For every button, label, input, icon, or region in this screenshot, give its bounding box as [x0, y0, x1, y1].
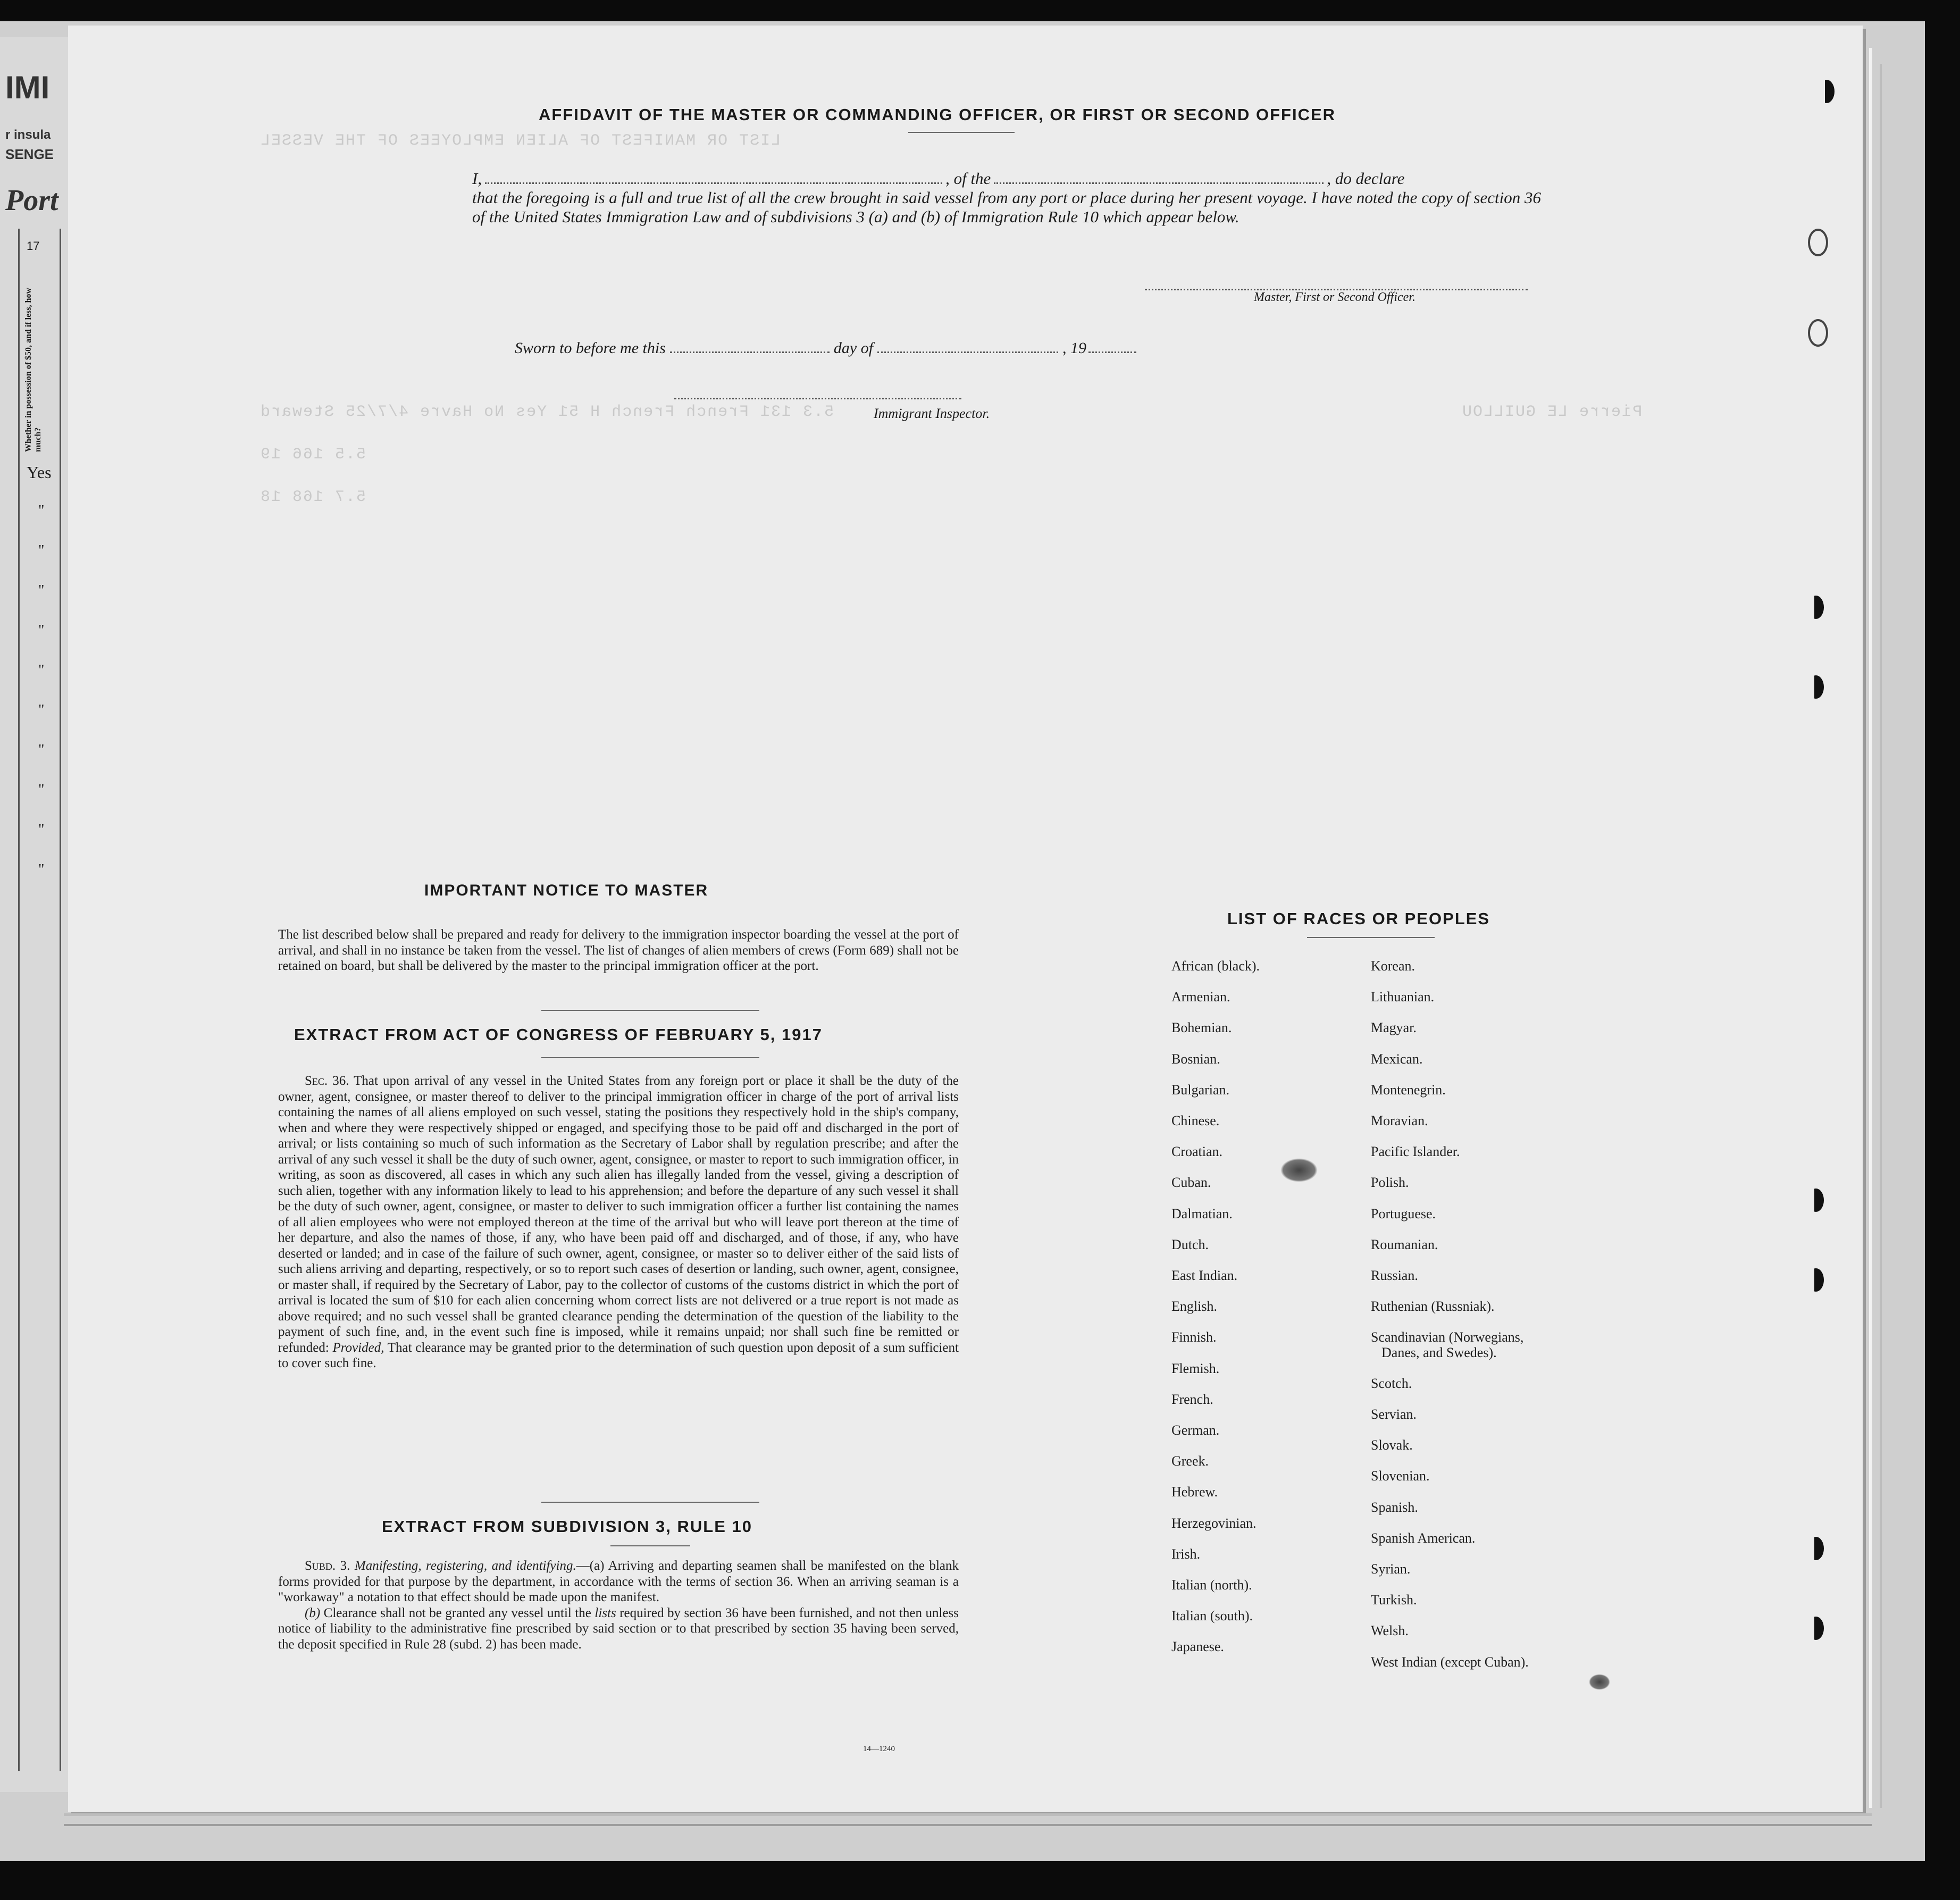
race-item: English.: [1171, 1299, 1217, 1315]
affidavit-first-line: [472, 169, 1541, 188]
race-item: Mexican.: [1371, 1051, 1423, 1067]
bleed-through-text: 5.7 168 18: [259, 488, 366, 506]
punch-hole: [1808, 1268, 1824, 1292]
divider: [1307, 937, 1435, 938]
subd-b-body1: Clearance shall not be granted any vessel until the: [320, 1605, 595, 1620]
race-item: Italian (north).: [1171, 1577, 1252, 1593]
race-item: Pacific Islander.: [1371, 1144, 1460, 1160]
subd-italic-heading: Manifesting, registering, and identifying.: [354, 1559, 576, 1573]
race-item: Flemish.: [1171, 1360, 1220, 1376]
form-number: 14—1240: [863, 1745, 895, 1753]
race-item: Portuguese.: [1371, 1206, 1436, 1221]
ink-stain: [1589, 1674, 1610, 1690]
inspector-label: Immigrant Inspector.: [874, 406, 990, 421]
race-item: Moravian.: [1371, 1113, 1428, 1129]
race-item: Danes, and Swedes).: [1381, 1344, 1497, 1360]
race-item: German.: [1171, 1422, 1220, 1438]
race-item: Greek.: [1171, 1453, 1209, 1469]
punch-hole-ring: [1808, 319, 1828, 347]
vessel-blank[interactable]: [994, 182, 1324, 184]
race-item: Roumanian.: [1371, 1236, 1438, 1252]
affidavit-declare: , do declare: [1327, 169, 1405, 188]
affidavit-i: I,: [472, 169, 482, 188]
race-item: Servian.: [1371, 1407, 1417, 1422]
race-item: Lithuanian.: [1371, 989, 1435, 1005]
race-item: East Indian.: [1171, 1268, 1238, 1284]
sec-label: Sec.: [305, 1074, 328, 1088]
race-item: Irish.: [1171, 1546, 1201, 1562]
ditto-mark: ": [38, 702, 45, 718]
race-item: Scandinavian (Norwegians,: [1371, 1329, 1524, 1345]
act-tail: That clearance may be granted prior to the determination of such question upon deposit of a sum sufficient to cover such fine.: [278, 1340, 959, 1370]
race-item: Croatian.: [1171, 1144, 1223, 1160]
column-number: 17: [27, 239, 40, 253]
bleed-through-text: Pierre LE GUILLOU: [1461, 403, 1643, 421]
race-item: Spanish.: [1371, 1499, 1418, 1515]
header-fragment: Port: [5, 184, 58, 217]
race-item: Italian (south).: [1171, 1608, 1253, 1624]
race-item: Bohemian.: [1171, 1020, 1232, 1036]
header-fragment: IMI: [5, 70, 50, 105]
race-item: Bosnian.: [1171, 1051, 1220, 1067]
punch-hole: [1808, 596, 1824, 619]
divider: [541, 1010, 759, 1011]
affidavit-of-the: , of the: [945, 169, 991, 188]
race-item: Herzegovinian.: [1171, 1515, 1257, 1531]
page-edge: [1880, 64, 1882, 1808]
race-item: Hebrew.: [1171, 1484, 1218, 1500]
race-item: Cuban.: [1171, 1175, 1211, 1191]
race-item: Russian.: [1371, 1268, 1418, 1284]
bleed-through-text: LIST OR MANIFEST OF ALIEN EMPLOYEES OF THE VESSEL: [259, 132, 781, 150]
divider: [541, 1057, 759, 1058]
race-item: Welsh.: [1371, 1623, 1409, 1639]
race-item: Ruthenian (Russniak).: [1371, 1299, 1495, 1315]
affidavit-body: that the foregoing is a full and true list of all the crew brought in said vessel from any port or place during her present voyage. I have noted the copy of section 36 of the United States Immigration Law and of subdivisions 3 (a) and (b) of Immigration Rule 10 which appear below.: [472, 188, 1541, 226]
race-item: Armenian.: [1171, 989, 1230, 1005]
name-blank[interactable]: [485, 182, 942, 184]
ditto-mark: ": [38, 622, 45, 639]
race-item: Magyar.: [1371, 1020, 1417, 1036]
race-item: Slovak.: [1371, 1437, 1413, 1453]
divider: [610, 1545, 690, 1546]
punch-hole: [1808, 675, 1824, 699]
sworn-text: Sworn to before me this: [515, 339, 666, 357]
race-item: Korean.: [1371, 958, 1415, 974]
race-item: Japanese.: [1171, 1639, 1224, 1655]
page-edge: [64, 1824, 1872, 1826]
subdivision-body: [278, 1558, 959, 1652]
column-heading: Whether in possession of $50, and if less, how much?: [24, 287, 43, 452]
subd-b-lists: lists: [594, 1605, 616, 1620]
race-item: Chinese.: [1171, 1113, 1220, 1129]
subd-b-body2: required by section 36 have been furnished, and not then unless notice of liability to the administrative fine prescribed by said section or to that prescribed by section 35 having been served, the deposit specified in Rule 28 (subd. 2) has been made.: [278, 1605, 959, 1652]
subd-label: Subd.: [305, 1559, 336, 1573]
divider: [541, 1502, 759, 1503]
race-item: Turkish.: [1371, 1592, 1417, 1608]
punch-hole-ring: [1808, 229, 1828, 256]
day-blank[interactable]: [670, 351, 830, 353]
ditto-mark: ": [38, 782, 45, 798]
race-item: West Indian (except Cuban).: [1371, 1654, 1529, 1670]
subdivision-title: EXTRACT FROM SUBDIVISION 3, RULE 10: [382, 1517, 752, 1536]
year-prefix: , 19: [1062, 339, 1087, 357]
punch-hole: [1819, 80, 1835, 103]
race-item: Scotch.: [1371, 1375, 1412, 1391]
notice-title: IMPORTANT NOTICE TO MASTER: [424, 882, 709, 899]
ditto-mark: ": [38, 582, 45, 599]
punch-hole: [1808, 1188, 1824, 1212]
ditto-mark: ": [38, 503, 45, 519]
affidavit-title: AFFIDAVIT OF THE MASTER OR COMMANDING OFFICER, OR FIRST OR SECOND OFFICER: [539, 105, 1336, 124]
race-item: Dalmatian.: [1171, 1206, 1233, 1221]
race-item: Polish.: [1371, 1175, 1409, 1191]
cash-value: Yes: [27, 463, 52, 482]
header-fragment: SENGE: [5, 146, 54, 162]
header-fragment: r insula: [5, 128, 51, 142]
divider: [908, 132, 1015, 133]
race-item: Finnish.: [1171, 1329, 1217, 1345]
notice-body: The list described below shall be prepared and ready for delivery to the immigration inspector boarding the vessel at the port of arrival, and shall in no instance be taken from the vessel. The list of changes of alien members of crews (Form 689) shall not be retained on board, but shall be delivered by the master to the principal immigration officer at the port.: [278, 927, 959, 973]
ink-stain: [1280, 1158, 1318, 1182]
ditto-mark: ": [38, 542, 45, 559]
page-edge: [64, 1813, 1872, 1816]
affidavit-page: [68, 26, 1863, 1812]
race-item: Dutch.: [1171, 1236, 1209, 1252]
act-provided: Provided,: [332, 1340, 384, 1355]
race-item: Montenegrin.: [1371, 1082, 1446, 1098]
column-rule: [60, 229, 61, 1771]
act-body: 36. That upon arrival of any vessel in the United States from any foreign port or place it shall be the duty of the owner, agent, consignee, or master thereof to deliver to the principal immigration officer in charge of the port of arrival lists containing the names of all aliens employed on such vessel, stating the positions they respectively hold in the ship's company, when and where they were respectively shipped or engaged, and specifying those to be paid off and discharged in the port of arrival; or lists containing so much of such information as the Secretary of Labor shall by regulation prescribe; and after the arrival of any such vessel it shall be the duty of such owner, agent, consignee, or master to report to such immigration officer, in writing, as soon as discovered, all cases in which any such alien has illegally landed from the vessel, giving a description of such alien, together with any information likely to lead to his apprehension; and before the departure of any such vessel it shall be the duty of such owner, agent, consignee, or master to deliver to such immigration officer a further list containing the names of all alien employees who were not employed thereon at the time of the arrival but who will leave port thereon at the time of her departure, and also the names of those, if any, who have been paid off and discharged, and of those, if any, who have deserted or landed; and in case of the failure of such owner, agent, consignee, or master so to deliver either of the said lists of such aliens arriving and departing, respectively, or so to report such cases of desertion or landing, such owner, agent, consignee, or master shall, if required by the Secretary of Labor, pay to the collector of customs of the customs district in which the port of arrival is located the sum of $10 for each alien concerning whom correct lists are not delivered or a true report is not made as above required; and no such vessel shall be granted clearance pending the determination of the question of the liability to the payment of such fine, and, in the event such fine is imposed, while it remains unpaid; nor shall such fine be remitted or refunded:: [278, 1074, 959, 1355]
punch-hole: [1808, 1537, 1824, 1560]
bleed-through-text: 5.3 131 French French H 51 Yes No Havre 4/7/25 Steward: [259, 403, 834, 421]
race-item: Spanish American.: [1371, 1530, 1476, 1546]
left-manifest-edge: [0, 37, 69, 1792]
master-signature-label: Master, First or Second Officer.: [1254, 290, 1415, 304]
subd-a-body: —(a) Arriving and departing seamen shall be manifested on the blank forms provided for that purpose by the department, in accordance with the terms of section 36. When an arriving seaman is a "workaway" a notation to that effect should be made upon the manifest.: [278, 1559, 959, 1604]
races-title: LIST OF RACES OR PEOPLES: [1227, 909, 1490, 928]
punch-hole: [1808, 1617, 1824, 1640]
ditto-mark: ": [38, 861, 45, 878]
ditto-mark: ": [38, 742, 45, 758]
affidavit-block: [472, 169, 1541, 227]
race-item: African (black).: [1171, 958, 1260, 974]
ditto-mark: ": [38, 822, 45, 838]
race-item: French.: [1171, 1391, 1213, 1407]
ditto-mark: ": [38, 662, 45, 679]
race-item: Bulgarian.: [1171, 1082, 1230, 1098]
bleed-through-text: 5.5 166 19: [259, 446, 366, 464]
page-edge: [1869, 48, 1872, 1808]
day-of-text: day of: [833, 339, 874, 357]
column-rule: [18, 229, 20, 1771]
act-title: EXTRACT FROM ACT OF CONGRESS OF FEBRUARY 5, 1917: [294, 1025, 823, 1044]
races-right-column: [1371, 951, 1529, 1678]
inspector-signature-blank[interactable]: [674, 398, 961, 399]
race-item: Slovenian.: [1371, 1468, 1430, 1484]
month-blank[interactable]: [877, 351, 1058, 353]
year-blank[interactable]: [1088, 351, 1136, 353]
race-item: Syrian.: [1371, 1561, 1411, 1577]
subd-heading: 3.: [336, 1559, 355, 1573]
subd-b-label: (b): [305, 1605, 321, 1620]
races-left-column: [1171, 951, 1260, 1663]
act-section-36: [278, 1073, 959, 1371]
sworn-line: [515, 339, 1136, 357]
